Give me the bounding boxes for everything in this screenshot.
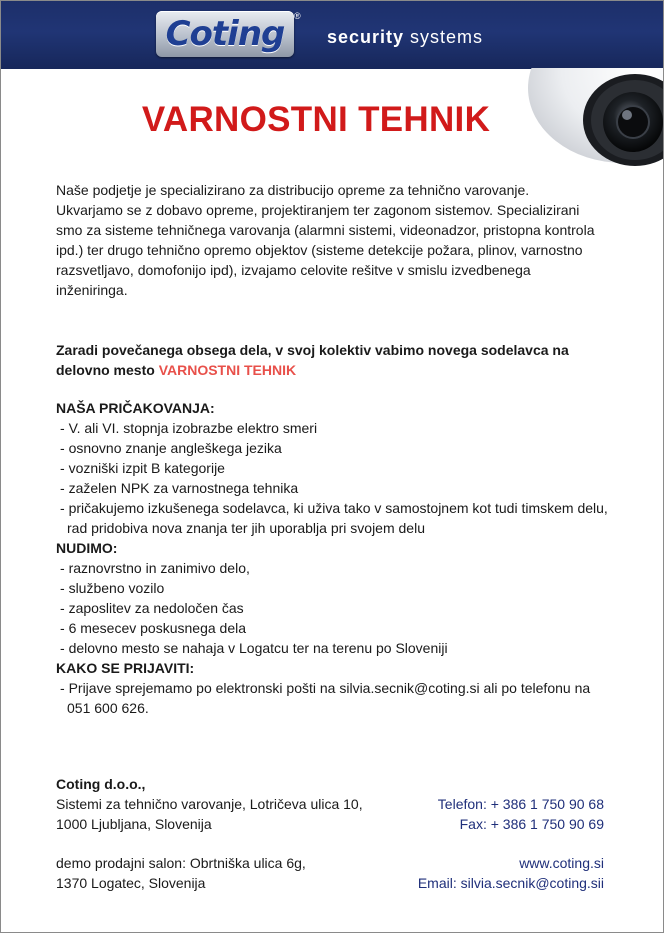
invite-text: Zaradi povečanega obsega dela, v svoj kolektiv vabimo novega sodelavca na delovno mesto <box>56 342 569 378</box>
list-item: - delovno mesto se nahaja v Logatcu ter na terenu po Sloveniji <box>56 638 616 658</box>
address-line: 1370 Logatec, Slovenija <box>56 875 206 891</box>
salon-address <box>56 853 306 893</box>
list-item: - vozniški izpit B kategorije <box>56 458 616 478</box>
list-item: - Prijave sprejemamo po elektronski pošti na silvia.secnik@coting.si ali po telefonu na 051 600 626. <box>56 678 616 718</box>
list-item: - 6 mesecev poskusnega dela <box>56 618 616 638</box>
list-item: - zaposlitev za nedoločen čas <box>56 598 616 618</box>
invite-highlight: VARNOSTNI TEHNIK <box>158 362 297 378</box>
section-apply <box>56 658 616 718</box>
company-address <box>56 774 363 834</box>
email-link[interactable]: Email: silvia.secnik@coting.sii <box>417 875 604 891</box>
tagline <box>327 27 483 48</box>
website-link[interactable]: www.coting.si <box>519 855 604 871</box>
section-heading: NUDIMO: <box>56 540 118 556</box>
coting-logo <box>156 11 294 57</box>
section-heading: KAKO SE PRIJAVITI: <box>56 660 195 676</box>
job-invitation <box>56 340 616 380</box>
logo-text: Coting <box>165 14 285 54</box>
web-contacts <box>418 853 604 893</box>
phone-number: Telefon: + 386 1 750 90 68 <box>437 796 604 812</box>
page-title: VARNOSTNI TEHNIK <box>141 100 491 139</box>
registered-mark: ® <box>294 11 301 21</box>
address-line: Sistemi za tehnično varovanje, Lotričeva ulica 10, <box>56 796 363 812</box>
list-item: - službeno vozilo <box>56 578 616 598</box>
company-name: Coting d.o.o., <box>56 776 146 792</box>
tagline-bold: security <box>327 27 405 47</box>
section-heading: NAŠA PRIČAKOVANJA: <box>56 400 215 416</box>
list-item: - V. ali VI. stopnja izobrazbe elektro smeri <box>56 418 616 438</box>
header-banner <box>1 1 663 69</box>
address-line: demo prodajni salon: Obrtniška ulica 6g, <box>56 855 306 871</box>
list-item: - zaželen NPK za varnostnega tehnika <box>56 478 616 498</box>
contact-numbers <box>438 794 604 834</box>
bullet-list <box>56 558 616 658</box>
bullet-list <box>56 418 616 538</box>
bullet-list <box>56 678 616 718</box>
section-offer <box>56 538 616 658</box>
job-sections <box>56 398 616 718</box>
section-expectations <box>56 398 616 538</box>
list-item: - raznovrstno in zanimivo delo, <box>56 558 616 578</box>
address-line: 1000 Ljubljana, Slovenija <box>56 816 212 832</box>
tagline-rest: systems <box>404 27 484 47</box>
list-item: - pričakujemo izkušenega sodelavca, ki uživa tako v samostojnem kot tudi timskem delu, rad pridobiva nova znanja ter jih uporablja pri svojem delu <box>56 498 616 538</box>
fax-number: Fax: + 386 1 750 90 69 <box>459 816 604 832</box>
company-intro: Naše podjetje je specializirano za distribucijo opreme za tehnično varovanje. Ukvarjamo se z dobavo opreme, projektiranjem ter zagonom sistemov. Specializirani smo za sisteme tehničnega varovanja (alarmni sistemi, videonadzor, pristopna kontrola ipd.) ter drugo tehnično opremo objektov (sisteme detekcije požara, plinov, varnostno razsvetljavo, domofonijo ipd), izvajamo celovite rešitve v smislu izvedbenega inženiringa. <box>56 182 595 298</box>
list-item: - osnovno znanje angleškega jezika <box>56 438 616 458</box>
